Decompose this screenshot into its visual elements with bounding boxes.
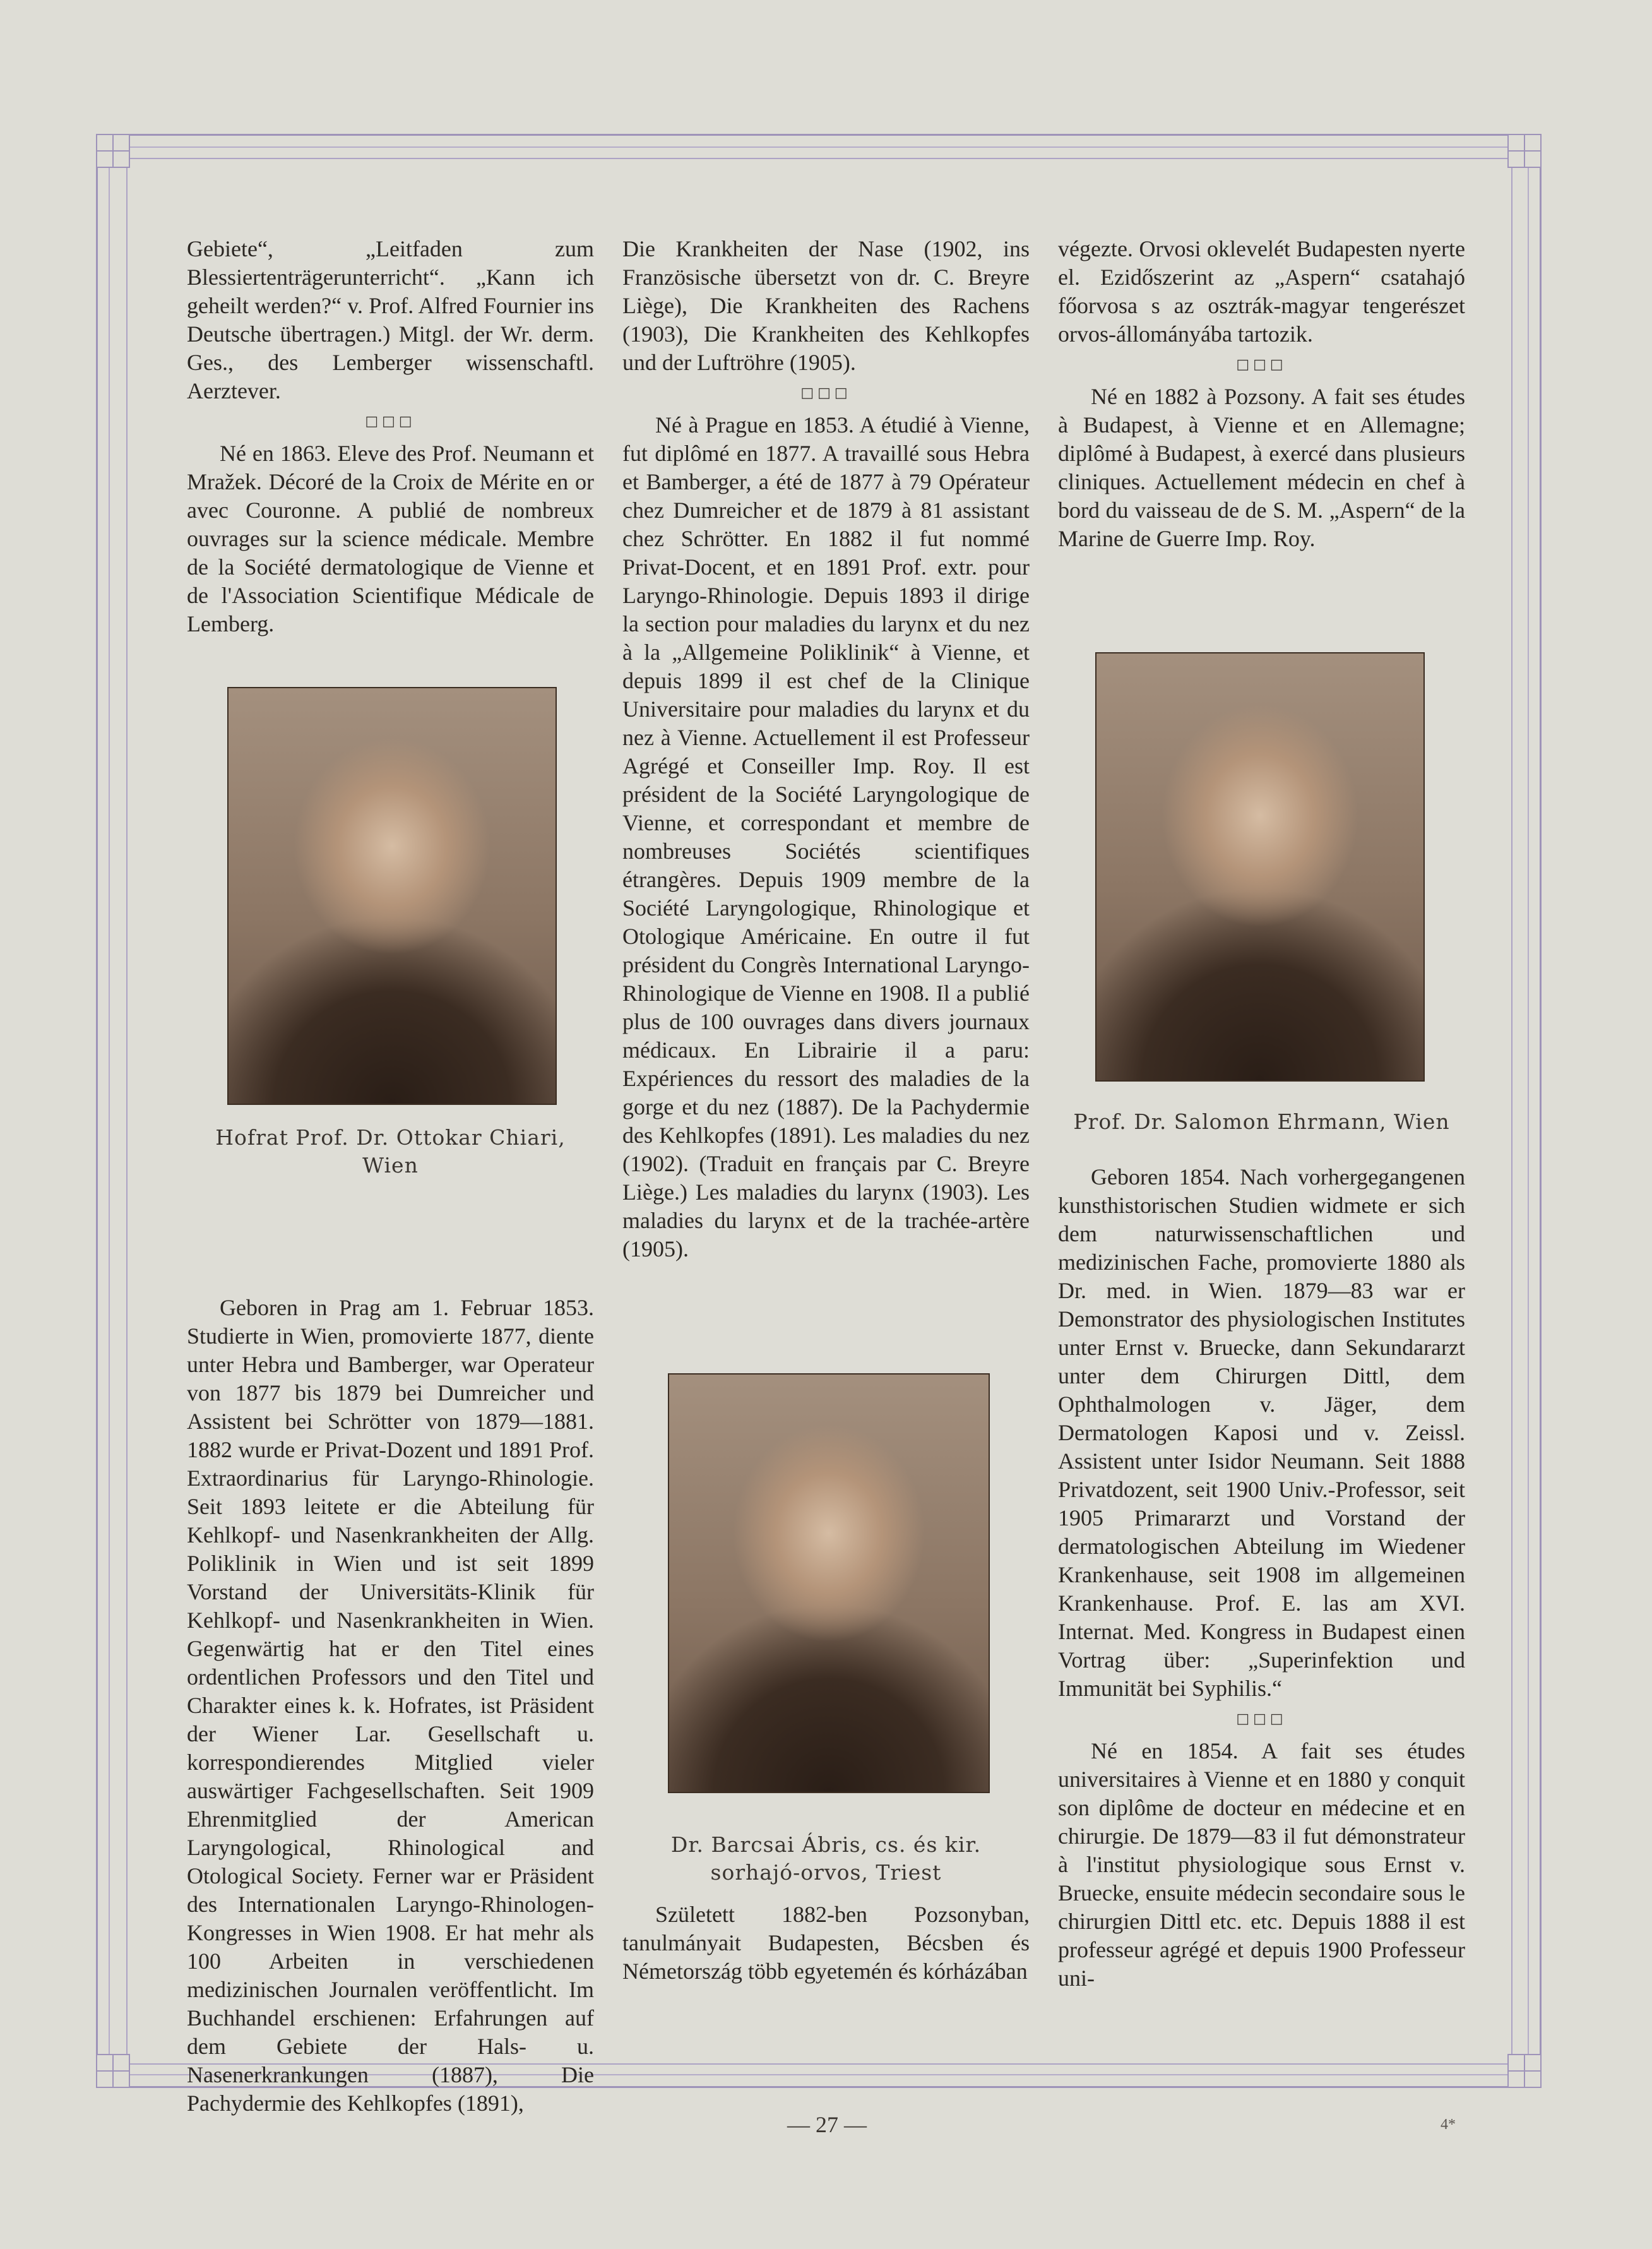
section-separator: □□□ (365, 414, 416, 429)
section-separator: □□□ (1236, 1711, 1287, 1727)
text-column-middle (622, 235, 1030, 1263)
frame-rule-top (96, 158, 1542, 159)
frame-corner-ornament (96, 134, 130, 168)
paragraph: Né en 1854. A fait ses études universitaires à Vienne et en 1880 y conquit son diplôme de docteur en médecine et en chirurgie. De 1879—83 il fut démonstrateur à l'institut physiologique sous Ernst v. Bruecke, ensuite médecin secondaire sous le chirurgien Dittl etc. etc. Depuis 1888 il est professeur agrégé et depuis 1900 Professeur uni- (1058, 1738, 1465, 1991)
caption-barcsai: Dr. Barcsai Ábris, cs. és kir. sorhajó-orvos, Triest (670, 1832, 982, 1885)
paragraph: Geboren in Prag am 1. Februar 1853. Studierte in Wien, promovierte 1877, diente unter Hebra und Bamberger, war Operateur von 1877 bis 1879 bei Dumreicher und Assistent bei Schrötter von 1879—1881. 1882 wurde er Privat-Dozent und 1891 Prof. Extraordinarius für Laryngo-Rhinologie. Seit 1893 leitete er die Abteilung für Kehlkopf- und Nasenkrankheiten der Allg. Poliklinik in Wien und ist seit 1899 Vorstand der Universitäts-Klinik für Kehlkopf- und Nasenkrankheiten in Wien. Gegenwärtig hat er den Titel eines ordentlichen Professors und den Titel und Charakter eines k. k. Hofrates, ist Präsident der Wiener Lar. Gesellschaft u. korrespondierendes Mitglied vieler auswärtiger Fachgesellschaften. Seit 1909 Ehrenmitglied der American Laryngological, Rhinological and Otological Society. Ferner war er Präsident des Internationalen Laryngo-Rhinologen-Kongresses in Wien 1908. Er hat mehr als 100 Arbeiten in verschiedenen medizinischen Journalen veröffentlicht. Im Buchhandel erschienen: Erfahrungen auf dem Gebiete der Hals- u. Nasenerkrankungen (1887), Die Pachydermie des Kehlkopfes (1891), (187, 1295, 594, 2116)
paragraph: Né en 1863. Eleve des Prof. Neumann et Mražek. Décoré de la Croix de Mérite en or avec Couronne. A publié de nombreux ouvrages sur la science médicale. Membre de la Société dermatologique de Vienne et de l'Association Scientifique Médicale de Lemberg. (187, 441, 594, 636)
frame-rule-left (126, 134, 128, 2088)
portrait-photo-chiari (227, 687, 557, 1105)
frame-corner-ornament (1507, 134, 1542, 168)
text-column-middle-continued (622, 1900, 1030, 1986)
section-separator: □□□ (1236, 357, 1287, 373)
paragraph: Né à Prague en 1853. A étudié à Vienne, fut diplômé en 1877. A travaillé sous Hebra et Bamberger, a été de 1877 à 79 Opérateur chez Dumreicher et de 1879 à 81 assistant chez Schrötter. En 1882 il fut nommé Privat-Docent, et en 1891 Prof. extr. pour Laryngo-Rhinologie. Depuis 1893 il dirige la section pour maladies du larynx et du nez à la „Allgemeine Poliklinik“ à Vienne, et depuis 1899 il est chef de la Clinique Universitaire pour maladies du larynx et du nez à Vienne. Actuellement il est Professeur Agrégé et Conseiller Imp. Roy. Il est président de la Société Laryngologique de Vienne, et correspondant et membre de nombreuses Sociétés scientifiques étrangères. Depuis 1909 membre de la Société Laryngologique, Rhinologique et Otologique Américaine. En outre il fut président du Congrès International Laryngo-Rhinologique de Vienne en 1908. Il a publié plus de 100 ouvrages dans divers journaux médicaux. En Librairie il a paru: Expériences du ressort des maladies de la gorge et du nez (1887). De la Pachydermie des Kehlkopfes (1891). Les maladies du nez (1902). (Traduit en français par C. Breyre Liège.) Les maladies du larynx (1903). Les maladies du larynx et de la trachée-artère (1905). (622, 412, 1030, 1262)
section-separator: □□□ (800, 385, 852, 401)
text-column-right (1058, 235, 1465, 553)
paragraph: Né en 1882 à Pozsony. A fait ses études à Budapest, à Vienne et en Allemagne; diplômé à Budapest, à exercé dans plusieurs cliniques. Actuellement médecin en chef à bord du vaisseau de de S. M. „Aspern“ de la Marine de Guerre Imp. Roy. (1058, 384, 1465, 551)
portrait-photo-barcsai (668, 1373, 990, 1793)
frame-corner-ornament (96, 2054, 130, 2088)
caption-chiari: Hofrat Prof. Dr. Ottokar Chiari, Wien (215, 1125, 566, 1178)
paragraph: végezte. Orvosi oklevelét Budapesten nyerte el. Ezidőszerint az „Aspern“ csatahajó főorvosa s az osztrák-magyar tengerészet orvos-állományába tartozik. (1058, 236, 1465, 347)
portrait-photo-ehrmann (1095, 652, 1425, 1082)
frame-corner-ornament (1507, 2054, 1542, 2088)
paragraph: Született 1882-ben Pozsonyban, tanulmányait Budapesten, Bécsben és Németország több egyetemén és kórházában (622, 1902, 1030, 1984)
printer-signature: 4* (1441, 2116, 1456, 2133)
frame-rule-right (1511, 134, 1512, 2088)
text-column-right-continued (1058, 1163, 1465, 1993)
paragraph: Geboren 1854. Nach vorhergegangenen kunsthistorischen Studien widmete er sich dem naturwissenschaftlichen und medizinischen Fache, promovierte 1880 als Dr. med. in Wien. 1879—83 war er Demonstrator des physiologischen Institutes unter Ernst v. Bruecke, dann Sekundararzt unter dem Chirurgen Dittl, dem Ophthalmologen v. Jäger, dem Dermatologen Kaposi und v. Zeissl. Assistent unter Isidor Neumann. Seit 1888 Privatdozent, seit 1900 Univ.-Professor, seit 1905 Primararzt und Vorstand der dermatologischen Abteilung im Wiedener Krankenhause, seit 1908 im allgemeinen Krankenhause. Prof. E. las am XVI. Internat. Med. Kongress in Budapest einen Vortrag über: „Superinfektion und Immunität bei Syphilis.“ (1058, 1164, 1465, 1701)
paragraph: Die Krankheiten der Nase (1902, ins Französische übersetzt von dr. C. Breyre Liège), Die Krankheiten des Rachens (1903), Die Krankheiten des Kehlkopfes und der Luftröhre (1905). (622, 236, 1030, 375)
paragraph: Gebiete“, „Leitfaden zum Blessiertenträgerunterricht“. „Kann ich geheilt werden?“ v. Prof. Alfred Fournier ins Deutsche übertragen.) Mitgl. der Wr. derm. Ges., des Lemberger wissenschaftl. Aerztever. (187, 236, 594, 403)
caption-ehrmann: Prof. Dr. Salomon Ehrmann, Wien (1073, 1109, 1450, 1134)
page-number: — 27 — (787, 2112, 867, 2137)
